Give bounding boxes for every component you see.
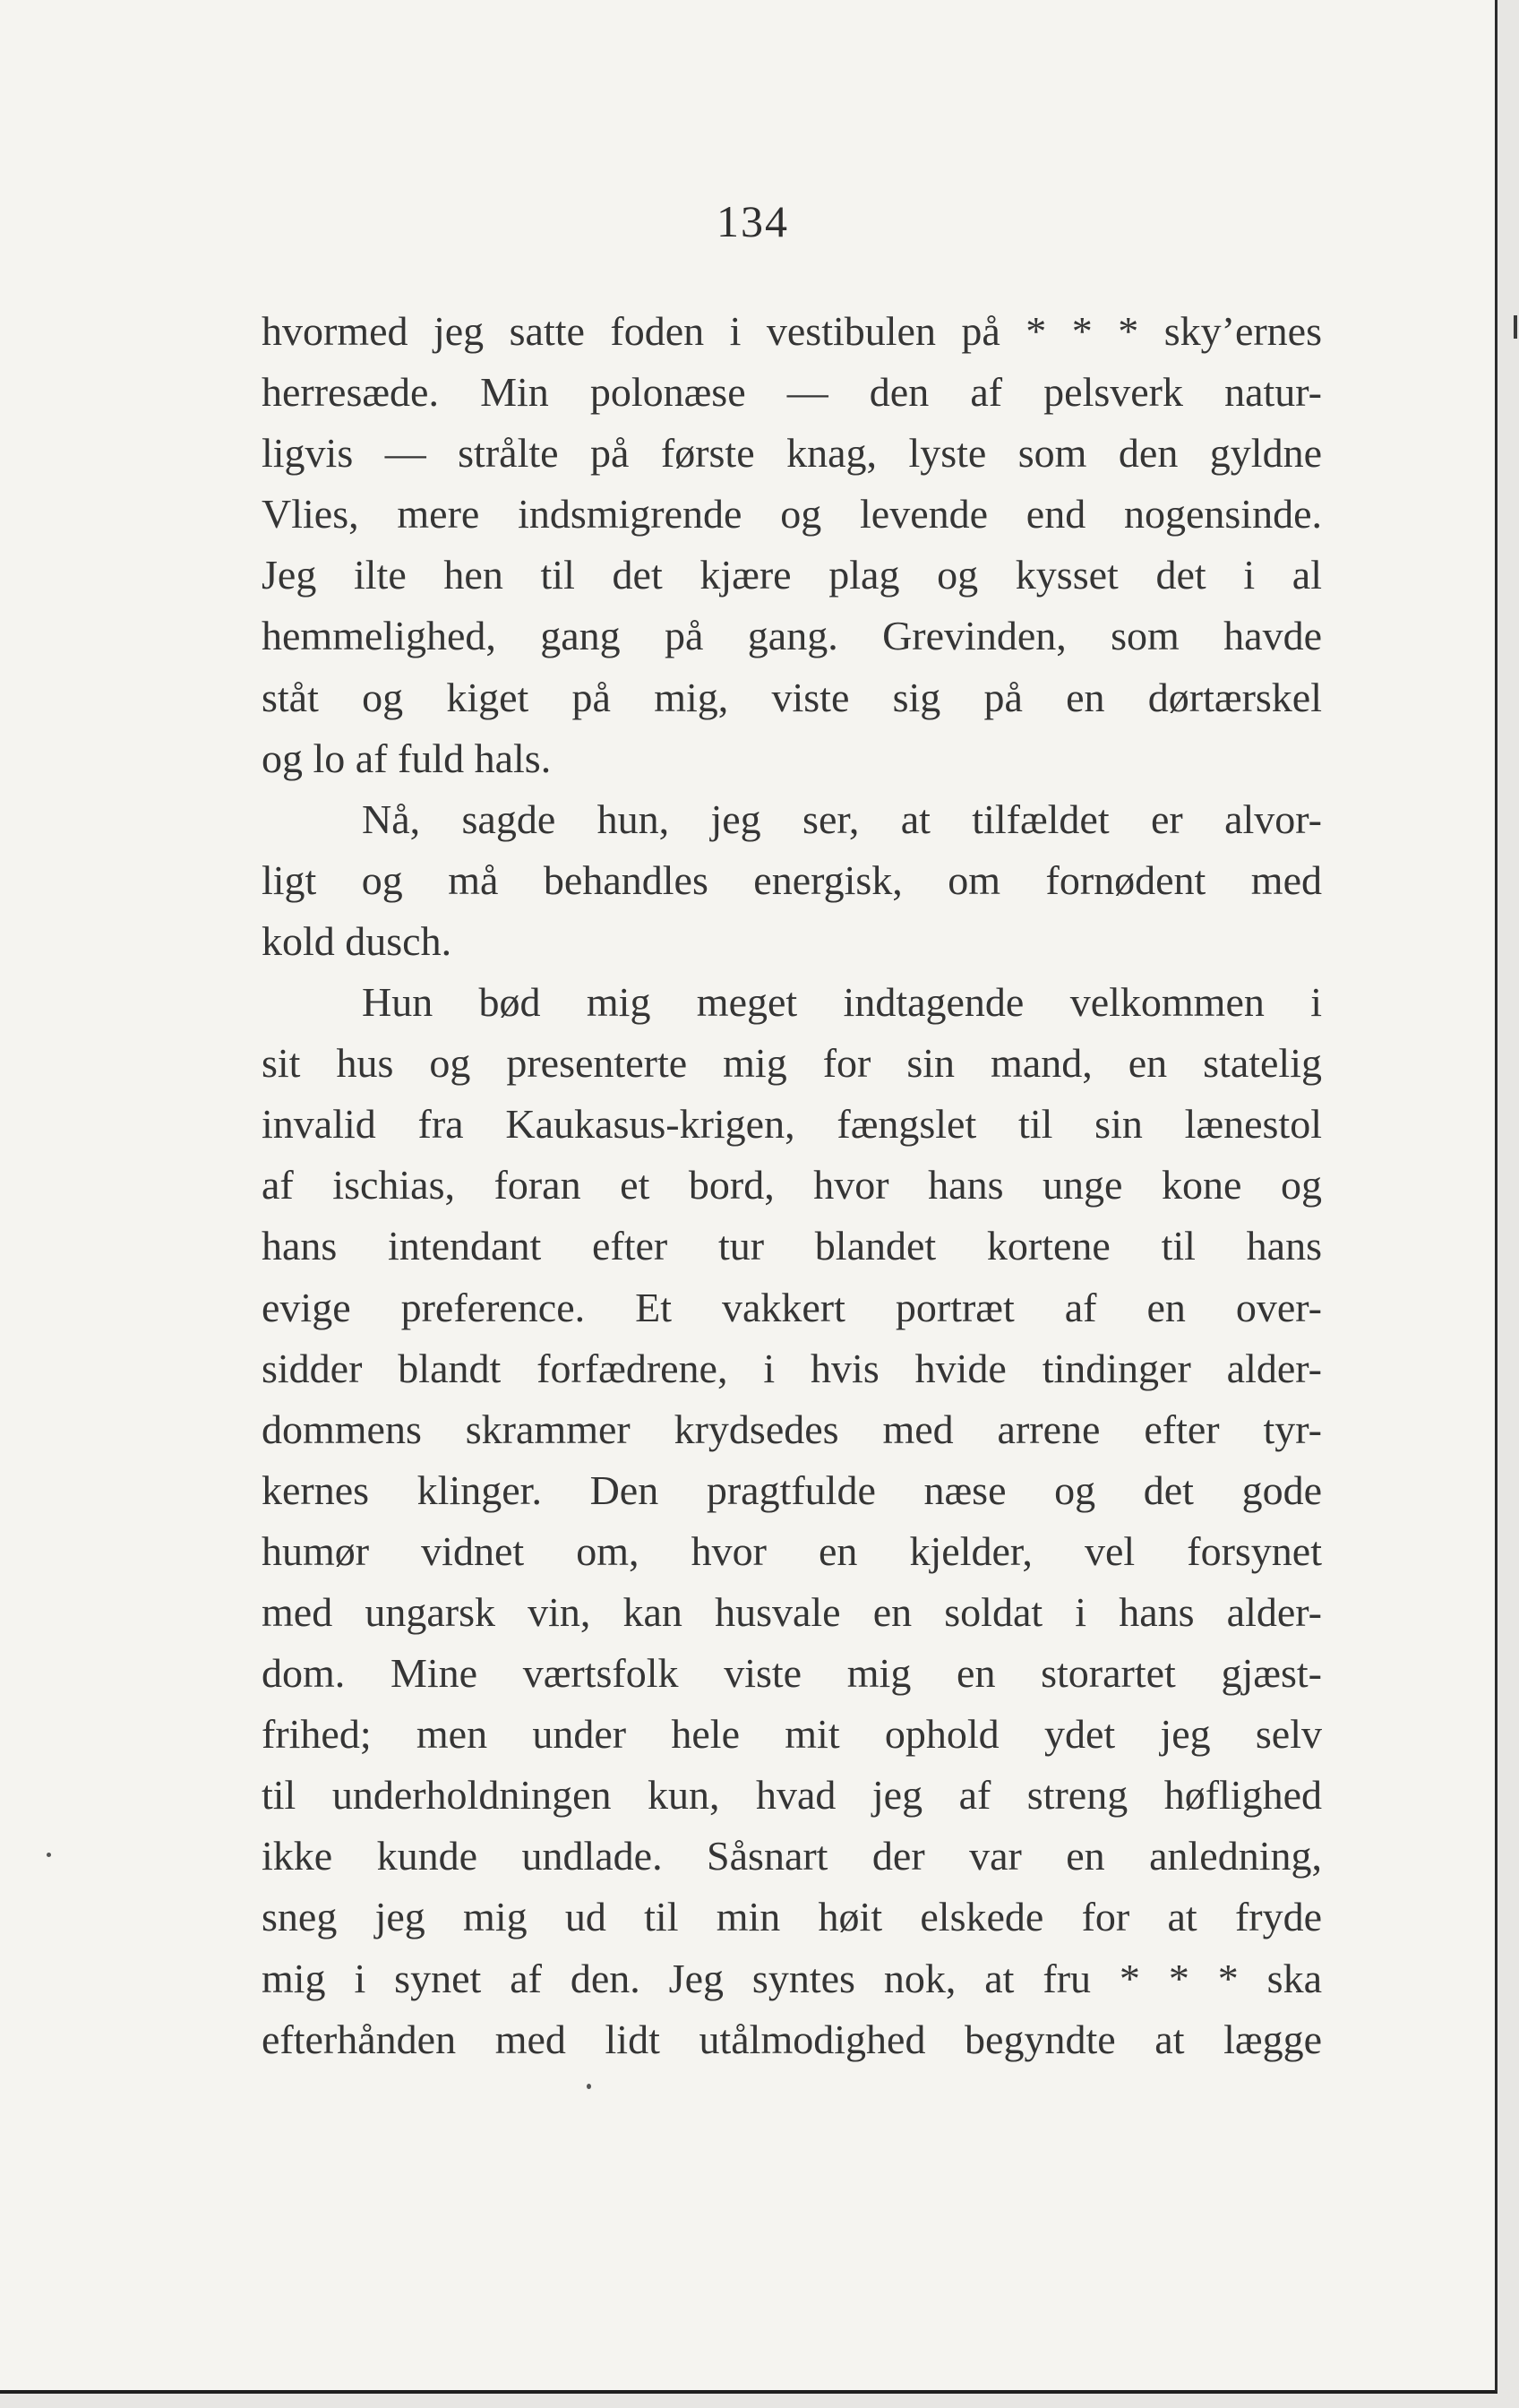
text-line: hvormed jeg satte foden i vestibulen på * * * sky’ernes (262, 308, 1322, 354)
text-line: ligvis — strålte på første knag, lyste som den gyldne (262, 430, 1322, 477)
text-line: Nå, sagde hun, jeg ser, at tilfældet er alvor- (362, 796, 1322, 842)
text-line: sidder blandt forfædrene, i hvis hvide tindinger alder- (262, 1345, 1322, 1391)
text-line: mig i synet af den. Jeg syntes nok, at fru * * * ska (262, 1955, 1322, 2001)
text-line: dom. Mine værtsfolk viste mig en storartet gjæst- (262, 1650, 1322, 1697)
text-line: hemmelighed, gang på gang. Grevinden, som havde (262, 613, 1322, 659)
text-line: Hun bød mig meget indtagende velkommen i (362, 979, 1322, 1026)
text-line: dommens skrammer krydsedes med arrene efter tyr- (262, 1406, 1322, 1452)
paper-speck (47, 1853, 51, 1857)
text-line: af ischias, foran et bord, hvor hans unge kone og (262, 1162, 1322, 1208)
text-line: humør vidnet om, hvor en kjelder, vel forsynet (262, 1527, 1322, 1574)
text-line: Jeg ilte hen til det kjære plag og kysset det i al (262, 552, 1322, 598)
text-line: og lo af fuld hals. (262, 735, 552, 781)
text-line: sit hus og presenterte mig for sin mand, en statelig (262, 1040, 1322, 1087)
text-line: hans intendant efter tur blandet kortene til hans (262, 1223, 1322, 1269)
text-line: ståt og kiget på mig, viste sig på en dørtærskel (262, 674, 1322, 720)
text-line: Vlies, mere indsmigrende og levende end nogensinde. (262, 491, 1322, 538)
text-line: til underholdningen kun, hvad jeg af streng høflighed (262, 1772, 1322, 1819)
text-line: invalid fra Kaukasus-krigen, fængslet til sin lænestol (262, 1101, 1322, 1148)
text-line: herresæde. Min polonæse — den af pelsverk natur- (262, 369, 1322, 416)
text-line: kold dusch. (262, 917, 452, 964)
paper-speck (587, 2084, 591, 2089)
text-line: kernes klinger. Den pragtfulde næse og det gode (262, 1466, 1322, 1513)
page-number: 134 (717, 196, 789, 246)
text-line: frihed; men under hele mit ophold ydet jeg selv (262, 1711, 1322, 1758)
body-text (262, 301, 1322, 2070)
text-line: med ungarsk vin, kan husvale en soldat i hans alder- (262, 1588, 1322, 1635)
text-line: evige preference. Et vakkert portræt af en over- (262, 1284, 1322, 1330)
text-line: efterhånden med lidt utålmodighed begyndte at lægge (262, 2016, 1322, 2062)
text-line: ligt og må behandles energisk, om fornødent med (262, 856, 1322, 903)
edge-mark (1514, 315, 1517, 339)
text-line: ikke kunde undlade. Såsnart der var en anledning, (262, 1833, 1322, 1879)
text-line: sneg jeg mig ud til min høit elskede for at fryde (262, 1894, 1322, 1940)
